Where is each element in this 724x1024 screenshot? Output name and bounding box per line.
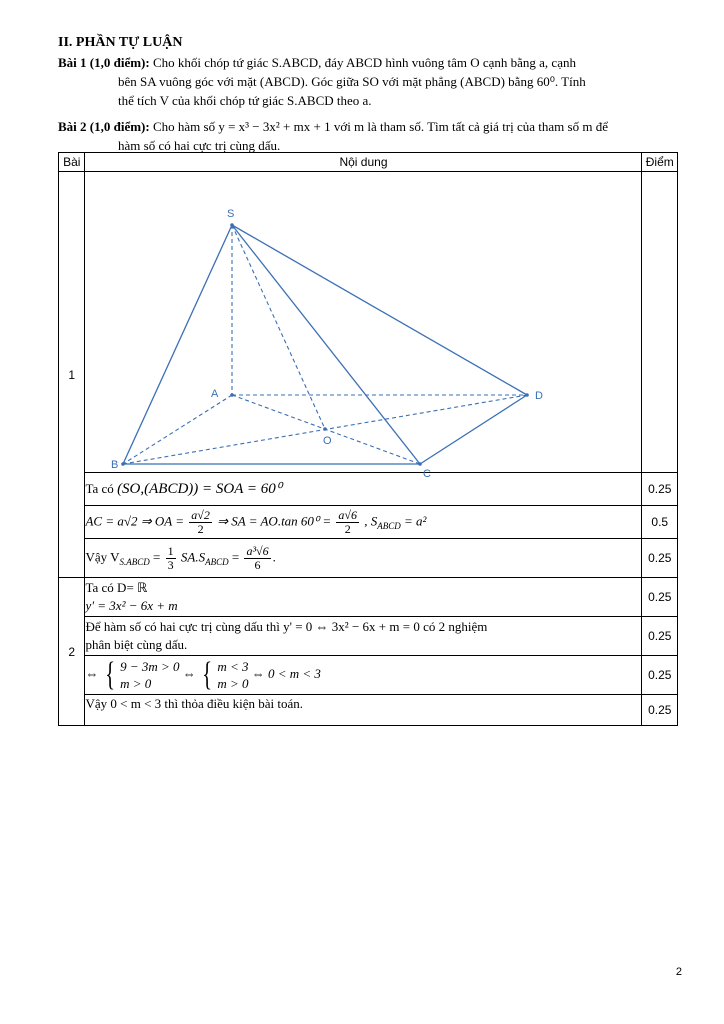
score-empty bbox=[642, 172, 678, 473]
system-arrow1: ⇔ bbox=[85, 665, 99, 681]
volume-end: . bbox=[272, 548, 276, 564]
problem-2-label: Bài 2 (1,0 điểm): bbox=[58, 119, 150, 134]
frac-sa bbox=[336, 509, 359, 536]
content-volume bbox=[85, 539, 642, 578]
score-lengths: 0.5 bbox=[642, 506, 678, 539]
page-number: 2 bbox=[675, 966, 682, 978]
frac-volume-num: a³√6 bbox=[246, 543, 269, 558]
header-diem: Điểm bbox=[642, 153, 678, 172]
frac-volume-den: 6 bbox=[254, 557, 261, 572]
header-bai: Bài bbox=[59, 153, 85, 172]
system-2-b: m > 0 bbox=[217, 676, 249, 691]
frac-oa-den: 2 bbox=[197, 521, 204, 536]
bai-1-cell: 1 bbox=[59, 172, 85, 578]
condition-line1: Để hàm số có hai cực trị cùng dấu thì y' = 0 ⇔ 3x² − 6x + m = 0 có 2 nghiệm bbox=[85, 619, 488, 634]
lengths-expr-c: , S bbox=[364, 512, 378, 528]
frac-oa bbox=[189, 509, 212, 536]
pyramid-figure bbox=[85, 172, 641, 480]
volume-eq: = bbox=[153, 548, 161, 564]
system-1-a: 9 − 3m > 0 bbox=[120, 659, 180, 674]
score-angle: 0.25 bbox=[642, 473, 678, 506]
angle-expr: (SO,(ABCD)) = SOA = 60⁰ bbox=[117, 481, 282, 497]
section-title: II. PHẦN TỰ LUẬN bbox=[58, 35, 183, 50]
bai-2-cell: 2 bbox=[59, 578, 85, 726]
derivative-line: y' = 3x² − 6x + m bbox=[85, 598, 178, 613]
score-conclusion: 0.25 bbox=[642, 695, 678, 726]
volume-prefix: Vậy V bbox=[85, 548, 120, 564]
volume-sub: S.ABCD bbox=[119, 556, 150, 567]
system-arrow2: ⇔ bbox=[182, 665, 196, 681]
table-row-volume bbox=[59, 539, 678, 578]
problem-1 bbox=[58, 53, 688, 110]
problem-2-line2: hàm số có hai cực trị cùng dấu. bbox=[118, 138, 281, 153]
label-D: D bbox=[535, 390, 544, 402]
frac-oa-num: a√2 bbox=[191, 507, 210, 522]
content-condition bbox=[85, 617, 642, 656]
system-2-a: m < 3 bbox=[217, 659, 249, 674]
header-noi-dung: Nội dung bbox=[85, 153, 642, 172]
frac-sa-den: 2 bbox=[344, 521, 351, 536]
frac-sa-num: a√6 bbox=[338, 507, 358, 522]
table-row-angle bbox=[59, 473, 678, 506]
lengths-sub: ABCD bbox=[377, 520, 401, 531]
volume-mid: SA.S bbox=[180, 548, 206, 564]
frac-third-num: 1 bbox=[167, 543, 174, 558]
frac-third bbox=[166, 545, 176, 572]
system-1-b: m > 0 bbox=[120, 676, 152, 691]
edge-SD bbox=[232, 225, 527, 395]
frac-third-den: 3 bbox=[167, 557, 174, 572]
lengths-expr-b: ⇒ SA = AO.tan 60⁰ = bbox=[217, 512, 332, 528]
content-lengths bbox=[85, 506, 642, 539]
problem-2 bbox=[58, 117, 688, 155]
angle-prefix: Ta có bbox=[85, 481, 114, 496]
label-S: S bbox=[227, 208, 235, 220]
volume-eq2: = bbox=[231, 548, 240, 564]
edge-CD bbox=[420, 395, 527, 464]
problem-1-label: Bài 1 (1,0 điểm): bbox=[58, 55, 150, 70]
domain-line: Ta có D= ℝ bbox=[85, 580, 148, 595]
score-condition: 0.25 bbox=[642, 617, 678, 656]
lengths-expr-a: AC = a√2 ⇒ OA = bbox=[85, 512, 185, 528]
system-1: { 9 − 3m > 0 m > 0 bbox=[105, 656, 180, 693]
lengths-expr-d: = a² bbox=[404, 512, 427, 528]
edge-SB bbox=[123, 225, 232, 464]
volume-sub2: ABCD bbox=[205, 556, 229, 567]
label-C: C bbox=[423, 468, 432, 480]
problem-2-line1: Cho hàm số y = x³ − 3x² + mx + 1 với m là tham số. Tìm tất cả giá trị của tham số m để bbox=[152, 119, 608, 134]
table-row-system bbox=[59, 656, 678, 695]
table-row-condition bbox=[59, 617, 678, 656]
label-A: A bbox=[211, 388, 219, 400]
system-result: ⇔ 0 < m < 3 bbox=[251, 665, 321, 681]
content-conclusion: Vậy 0 < m < 3 thì thỏa điều kiện bài toán. bbox=[85, 695, 642, 726]
table-header-row bbox=[59, 153, 678, 172]
system-2: { m < 3 m > 0 bbox=[202, 656, 249, 693]
score-domain: 0.25 bbox=[642, 578, 678, 617]
label-B: B bbox=[111, 459, 119, 471]
table-row-figure bbox=[59, 172, 678, 473]
content-system bbox=[85, 656, 642, 695]
content-domain bbox=[85, 578, 642, 617]
score-system: 0.25 bbox=[642, 656, 678, 695]
edge-SO bbox=[232, 225, 325, 429]
problem-1-line2: bên SA vuông góc với mặt (ABCD). Góc giữa SO với mặt phẳng (ABCD) bằng 60⁰. Tính bbox=[118, 74, 586, 89]
frac-volume bbox=[244, 545, 270, 572]
solution-table bbox=[58, 152, 678, 726]
table-row-lengths bbox=[59, 506, 678, 539]
table-row-domain bbox=[59, 578, 678, 617]
label-O: O bbox=[323, 435, 333, 447]
content-angle bbox=[85, 473, 642, 506]
score-volume: 0.25 bbox=[642, 539, 678, 578]
table-row-conclusion bbox=[59, 695, 678, 726]
problem-1-line1: Cho khối chóp tứ giác S.ABCD, đáy ABCD hình vuông tâm O cạnh bằng a, cạnh bbox=[152, 55, 576, 70]
pyramid-figure-cell bbox=[85, 172, 642, 480]
condition-line2: phân biệt cùng dấu. bbox=[85, 637, 188, 652]
problem-1-line3: thể tích V của khối chóp tứ giác S.ABCD theo a. bbox=[118, 93, 372, 108]
